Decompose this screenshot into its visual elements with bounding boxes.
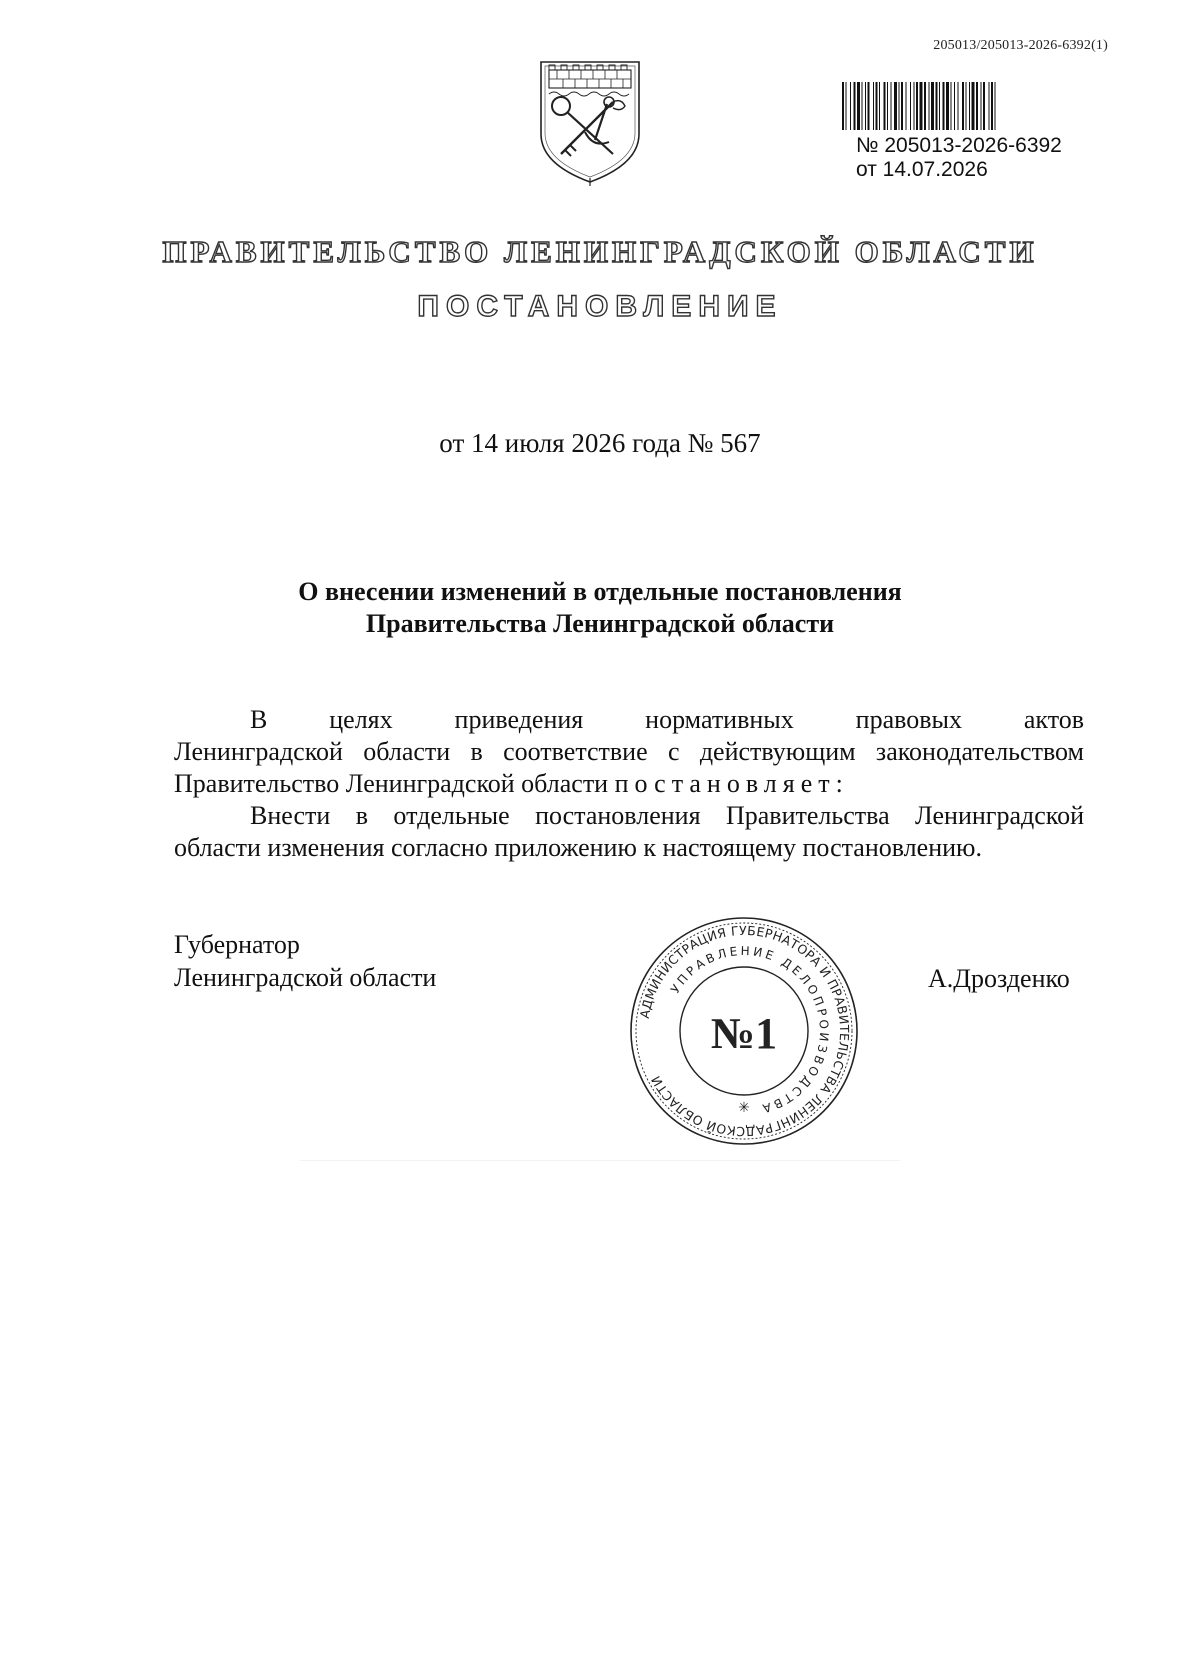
document-type: ПОСТАНОВЛЕНИЕ	[417, 290, 783, 323]
subject-line-1: О внесении изменений в отдельные постановления	[298, 577, 902, 606]
seal-center-number: №1	[710, 1009, 778, 1058]
registration-date: от 14.07.2026	[856, 158, 988, 181]
divider	[300, 1160, 900, 1161]
body-line: В целях приведения нормативных правовых актов	[250, 705, 1084, 734]
position-line-1: Губернатор	[174, 930, 300, 959]
barcode-icon	[842, 82, 1097, 130]
position-line-2: Ленинградской области	[174, 963, 437, 992]
signatory-position	[174, 928, 436, 994]
body-line	[174, 768, 1084, 800]
body-line-start: Правительство Ленинградской области	[174, 769, 609, 798]
seal-outer-text: АДМИНИСТРАЦИЯ ГУБЕРНАТОРА И ПРАВИТЕЛЬСТВА ЛЕНИНГРАДСКОЙ ОБЛАСТИ	[636, 922, 853, 1140]
seal-inner-text: УПРАВЛЕНИЕ ДЕЛОПРОИЗВОДСТВА	[667, 943, 832, 1117]
seal-star-icon: ✳	[738, 1100, 750, 1116]
body-line: Ленинградской области в соответствие с действующим законодательством	[174, 737, 1084, 766]
body-line: Внести в отдельные постановления Правительства Ленинградской	[250, 801, 1084, 830]
body-paragraph-2	[174, 800, 1084, 864]
organization-title: ПРАВИТЕЛЬСТВО ЛЕНИНГРАДСКОЙ ОБЛАСТИ	[162, 234, 1038, 269]
signatory-name: А.Дрозденко	[928, 964, 1070, 993]
document-date-number: от 14 июля 2026 года № 567	[439, 428, 761, 458]
subject-line-2: Правительства Ленинградской области	[365, 609, 835, 638]
body-line: области изменения согласно приложению к настоящему постановлению.	[174, 833, 982, 862]
registration-number: № 205013-2026-6392	[856, 134, 1062, 157]
body-paragraph-1	[174, 704, 1084, 800]
leningrad-oblast-coat-of-arms-icon	[535, 56, 645, 186]
document-code: 205013/205013-2026-6392(1)	[933, 38, 1108, 53]
official-seal	[627, 914, 861, 1148]
resolves-word: постановляет:	[614, 769, 849, 798]
document-subject	[0, 576, 1200, 640]
